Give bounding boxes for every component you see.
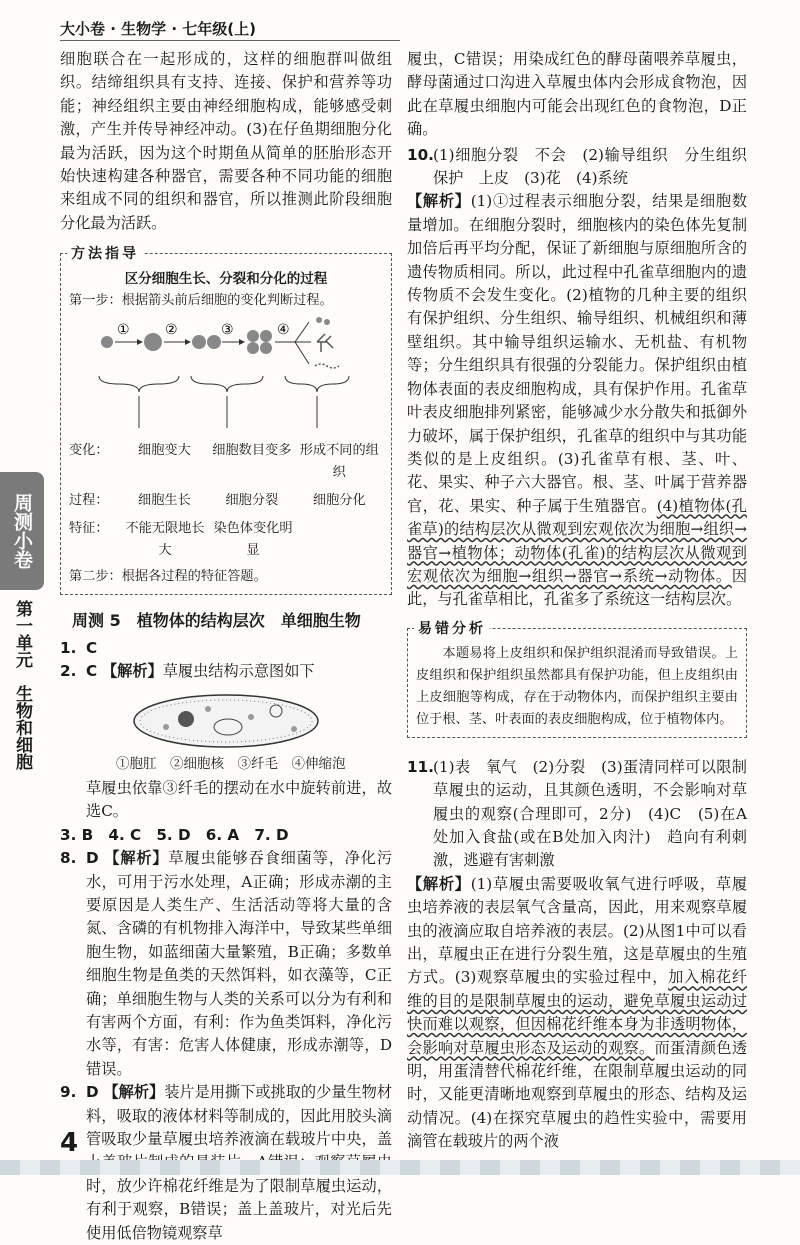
- process-value-1: 细胞生长: [138, 493, 191, 509]
- question-11: [407, 756, 747, 873]
- question-8: [60, 847, 392, 1081]
- q2-text: 草履虫结构示意图如下: [162, 662, 315, 681]
- q2-conclusion: 草履虫依靠③纤毛的摆动在水中旋转前进，故选C。: [86, 778, 392, 821]
- change-row: [69, 440, 383, 484]
- q11-number: 11.: [407, 757, 434, 776]
- q1-answer: C: [86, 638, 98, 657]
- questions-3-7: 3. B 4. C 5. D 6. A 7. D: [60, 825, 289, 844]
- q10-answer: (1)细胞分裂 不会 (2)输导组织 分生组织 保护 上皮 (3)花 (4)系统: [433, 145, 763, 188]
- process-row: [69, 490, 383, 512]
- running-header: 大小卷 · 生物学 · 七年级(上): [60, 20, 256, 38]
- left-column: [60, 48, 392, 1245]
- q11-text-3: 而蛋清颜色透明，用蛋清替代棉花纤维，在限制草履虫运动的同时，又能更清晰地观察到草履虫的形态、结构及运动情况。(4)在探究草履虫的趋性实验中，需要用滴管在载玻片的两个液: [407, 1038, 748, 1151]
- q11-answer: (1)表 氧气 (2)分裂 (3)蛋清同样可以限制草履虫的运动，且其颜色透明，不会影响对草履虫的观察(合理即可，2分) (4)C (5)在A处加入食盐(或在B处加入肉汁) 趋向有利刺激，逃避有害刺激: [433, 757, 747, 870]
- cell-large: [144, 333, 162, 351]
- q2-diagram-labels: ①胞肛 ②细胞核 ③纤毛 ④伸缩泡: [116, 756, 346, 773]
- intro-paragraph: 细胞联合在一起形成的，这样的细胞群叫做组织。结缔组织具有支持、连接、保护和营养等功能；神经组织主要由神经细胞构成，能够感受刺激，产生并传导神经冲动。(3)在仔鱼期细胞分化最为活跃，因为这个时期鱼从简单的胚胎形态开始快速构建各种器官，需要各种不同功能的细胞来组成不同的组织和器官，所以推测此阶段细胞分化最为活跃。: [60, 50, 392, 232]
- question-1: [60, 637, 392, 660]
- mistake-box-title: 易错分析: [414, 618, 490, 640]
- q11-text-2: 加入棉花纤维的目的是限制草履虫的运动，避免草履虫运动过快而难以观察，但因棉花纤维本身为非透明物体，会影响对草履虫形态及运动的观察。: [407, 968, 748, 1057]
- method-step-1: 第一步：根据箭头前后细胞的变化判断过程。: [69, 293, 333, 309]
- mistake-box: [407, 620, 747, 738]
- q11-analysis-tag: 【解析】: [407, 874, 471, 893]
- q9-answer: D: [86, 1083, 99, 1102]
- q2-analysis-tag: 【解析】: [101, 662, 163, 681]
- circle-label-2: ②: [165, 322, 178, 339]
- bottom-strip: [0, 1160, 800, 1175]
- q10-text-3: 因此，与孔雀草相比，孔雀多了系统这一结构层次。: [407, 566, 747, 609]
- mistake-box-text: 本题易将上皮组织和保护组织混淆而导致错误。上皮组织和保护组织虽然都具有保护功能，但上皮组织由上皮细胞等构成，存在于动物体内，而保护组织主要由位于根、茎、叶表面的表皮细胞构成，位于植物体内。: [416, 645, 738, 727]
- q1-number: 1.: [60, 638, 77, 657]
- header-rule: [60, 40, 400, 41]
- q9-continued: 履虫，C错误；用染成红色的酵母菌喂养草履虫，酵母菌通过口沟进入草履虫体内会形成食物泡，因此在草履虫细胞内可能会出现红色的食物泡，D正确。: [407, 50, 747, 139]
- q9-text: 装片是用撕下或挑取的少量生物材料，吸取的液体材料等制成的，因此用胶头滴管吸取少量草履虫培养液滴在载玻片中央，盖 时，放少许棉花纤维是为了限制草履虫运动，有利于观察，B错误；盖上盖玻片，对光后先使用低倍物镜观察草: [86, 1083, 392, 1242]
- process-value-3: 细胞分化: [312, 493, 366, 509]
- q9-number: 9.: [60, 1083, 77, 1102]
- paramecium-diagram: [126, 689, 336, 753]
- q11-text-1: (1)草履虫需要吸收氧气进行呼吸，草履虫培养液的表层氧气含量高，因此，用来观察草履虫的液滴应取自培养液的表层。(2)从图1中可以看出，草履虫正在进行分裂生殖，这是草履虫的生殖方式。(3)观察草履虫的实验过程中，: [407, 874, 748, 987]
- method-step-2: 第二步：根据各过程的特征答题。: [69, 569, 267, 585]
- q2-number: 2.: [60, 662, 77, 681]
- method-box: [60, 246, 392, 595]
- change-value-1: 细胞变大: [138, 443, 191, 459]
- feature-value-1: 不能无限地长大: [125, 521, 205, 559]
- page-number: 4: [60, 1128, 79, 1158]
- q9-analysis-tag: 【解析】: [103, 1083, 165, 1102]
- change-value-2: 细胞数目变多: [212, 443, 292, 459]
- circle-label-1: ①: [117, 322, 130, 339]
- q10-analysis-tag: 【解析】: [407, 192, 471, 211]
- feature-row: [69, 518, 383, 562]
- q10-text-2: (4)植物体(孔雀草)的结构层次从微观到宏观依次为细胞→组织→器官→植物体；动物体(孔雀)的结构层次从微观到宏观依次为细胞→组织→器官→系统→动物体。: [407, 496, 747, 585]
- q8-text: 草履虫能够吞食细菌等，净化污水，可用于污水处理，A正确；形成赤潮的主要原因是人类生产、生活活动等将大量的含氮、含磷的有机物排入海洋中，导致某些单细胞生物，如蓝细菌大量繁殖，B正确；多数单细胞生物是鱼类的天然饵料，如衣藻等，C正确；单细胞生物与人类的关系可以分为有利和有害两个方面，有利：作为鱼类饵料，净化污水等，有害：危害人体健康，形成赤潮等，D错误。: [86, 849, 392, 1078]
- side-tab: 周测小卷: [0, 472, 44, 590]
- circle-label-4: ④: [277, 322, 290, 339]
- side-unit-label: 第一单元 生物和细胞: [12, 600, 32, 770]
- q10-text-1: (1)①过程表示细胞分裂，结果是细胞数量增加。在细胞分裂时，细胞核内的染色体先复制加倍后再平均分配，保证了新细胞与原细胞所含的遗传物质相同。所以，此过程中孔雀草细胞内的遗传物质不会发生变化。(2)植物的几种主要的组织有保护组织、分生组织、输导组织、机械组织和薄壁组织。其中输导组织运输水、无机盐、有机物等；分生组织具有很强的分裂能力。保护组织由植物体表面的表皮细胞构成，具有保护作用。孔雀草叶表皮细胞排列紧密，能够减少水分散失和抵御外力破坏，属于保护组织，孔雀草的组织中与其功能类似的是上皮组织。(3)孔雀草有根、茎、叶、花、果实、种子六大器官。根、茎、叶属于营养器官，花、果实、种子属于生殖器官。: [407, 192, 748, 515]
- feature-label: 特征：: [69, 521, 109, 537]
- question-10: [407, 144, 763, 191]
- nucleus-icon: [178, 711, 194, 727]
- method-box-title: 方法指导: [67, 243, 143, 265]
- nerve-cell-icon: [317, 334, 333, 352]
- circle-label-3: ③: [221, 322, 234, 339]
- change-label: 变化：: [69, 443, 109, 459]
- cell-process-diagram: [69, 312, 369, 432]
- method-box-heading: 区分细胞生长、分裂和分化的过程: [124, 271, 328, 288]
- cell-small: [101, 336, 113, 348]
- q2-answer: C: [86, 662, 98, 681]
- q8-answer: D: [86, 849, 99, 868]
- question-2: [60, 660, 392, 824]
- q8-number: 8.: [60, 849, 77, 868]
- section-title: 周测 5 植物体的结构层次 单细胞生物: [72, 611, 361, 631]
- q8-analysis-tag: 【解析】: [104, 849, 169, 868]
- process-value-2: 细胞分裂: [225, 493, 279, 509]
- q10-number: 10.: [407, 145, 434, 164]
- right-column: [407, 48, 763, 1154]
- change-value-3: 形成不同的组织: [299, 443, 379, 481]
- process-label: 过程：: [69, 493, 109, 509]
- feature-value-2: 染色体变化明显: [213, 521, 293, 559]
